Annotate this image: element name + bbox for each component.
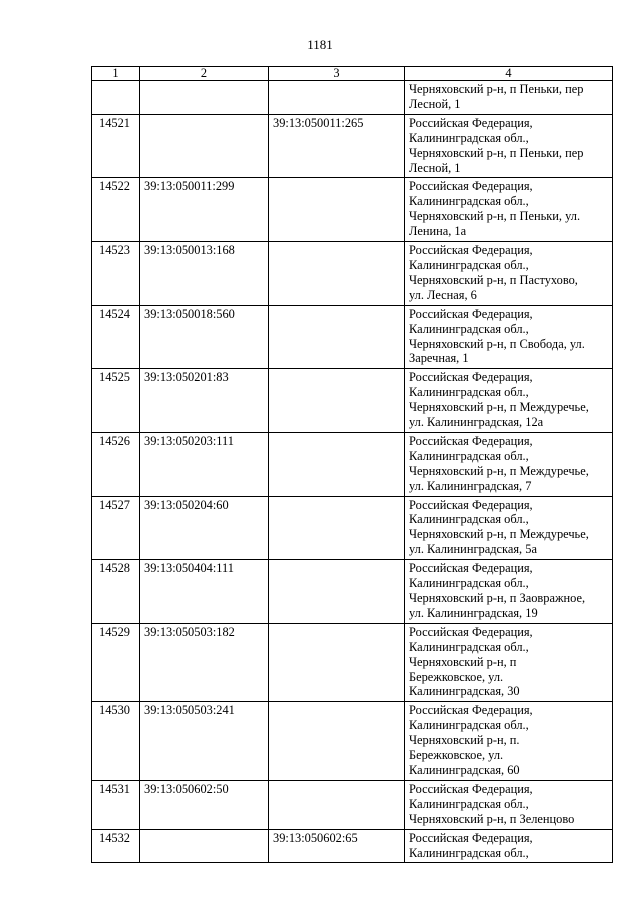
cadastral-number-col3: [269, 305, 405, 369]
column-header-2: 2: [140, 67, 269, 81]
address-cell: Российская Федерация, Калининградская обл., Черняховский р-н, п Бережковское, ул. Калининградская, 30: [405, 623, 613, 702]
cadastral-number-col3: [269, 496, 405, 560]
address-cell: Российская Федерация, Калининградская обл.,: [405, 829, 613, 863]
cadastral-number-col2: 39:13:050013:168: [140, 242, 269, 306]
table-row: [92, 178, 613, 242]
row-number: 14523: [92, 242, 140, 306]
address-cell: Российская Федерация, Калининградская обл., Черняховский р-н, п Междуречье, ул. Калининградская, 5а: [405, 496, 613, 560]
column-header-1: 1: [92, 67, 140, 81]
address-cell: Российская Федерация, Калининградская обл., Черняховский р-н, п Междуречье, ул. Калининградская, 7: [405, 432, 613, 496]
cadastral-number-col2: 39:13:050018:560: [140, 305, 269, 369]
address-cell: Черняховский р-н, п Пеньки, пер Лесной, 1: [405, 81, 613, 115]
address-cell: Российская Федерация, Калининградская обл., Черняховский р-н, п Междуречье, ул. Калининградская, 12а: [405, 369, 613, 433]
cadastral-number-col3: [269, 369, 405, 433]
cadastral-number-col2: 39:13:050011:299: [140, 178, 269, 242]
row-number: 14526: [92, 432, 140, 496]
address-cell: Российская Федерация, Калининградская обл., Черняховский р-н, п Пеньки, пер Лесной, 1: [405, 114, 613, 178]
table-row: [92, 829, 613, 863]
table-row: [92, 496, 613, 560]
cadastral-number-col3: [269, 81, 405, 115]
cadastral-number-col3: [269, 623, 405, 702]
cadastral-number-col2: 39:13:050503:182: [140, 623, 269, 702]
table-row: [92, 114, 613, 178]
table-row: [92, 560, 613, 624]
row-number: 14527: [92, 496, 140, 560]
row-number: 14524: [92, 305, 140, 369]
table-row: [92, 305, 613, 369]
cadastral-number-col2: 39:13:050203:111: [140, 432, 269, 496]
cadastral-number-col2: 39:13:050503:241: [140, 702, 269, 781]
cadastral-number-col2: [140, 829, 269, 863]
cadastral-number-col3: [269, 242, 405, 306]
row-number: 14522: [92, 178, 140, 242]
row-number: 14521: [92, 114, 140, 178]
cadastral-number-col2: [140, 114, 269, 178]
cadastral-number-col3: [269, 702, 405, 781]
cadastral-number-col3: [269, 560, 405, 624]
page-number: 1181: [307, 37, 333, 52]
cadastral-number-col3: [269, 432, 405, 496]
column-header-4: 4: [405, 67, 613, 81]
address-cell: Российская Федерация, Калининградская обл., Черняховский р-н, п Заовражное, ул. Калининградская, 19: [405, 560, 613, 624]
cadastral-number-col3: 39:13:050011:265: [269, 114, 405, 178]
table-row: [92, 780, 613, 829]
cadastral-number-col2: 39:13:050201:83: [140, 369, 269, 433]
row-number: 14528: [92, 560, 140, 624]
address-cell: Российская Федерация, Калининградская обл., Черняховский р-н, п Пеньки, ул. Ленина, 1а: [405, 178, 613, 242]
register-table: [91, 66, 613, 863]
address-cell: Российская Федерация, Калининградская обл., Черняховский р-н, п Свобода, ул. Заречная, 1: [405, 305, 613, 369]
cadastral-number-col3: [269, 780, 405, 829]
table-row: [92, 81, 613, 115]
row-number: [92, 81, 140, 115]
table-row: [92, 369, 613, 433]
cadastral-number-col2: 39:13:050602:50: [140, 780, 269, 829]
cadastral-number-col2: [140, 81, 269, 115]
address-cell: Российская Федерация, Калининградская обл., Черняховский р-н, п Зеленцово: [405, 780, 613, 829]
column-header-3: 3: [269, 67, 405, 81]
cadastral-number-col3: [269, 178, 405, 242]
table-row: [92, 242, 613, 306]
header-row: [92, 67, 613, 81]
cadastral-number-col3: 39:13:050602:65: [269, 829, 405, 863]
cadastral-number-col2: 39:13:050404:111: [140, 560, 269, 624]
address-cell: Российская Федерация, Калининградская обл., Черняховский р-н, п Пастухово, ул. Лесная, 6: [405, 242, 613, 306]
row-number: 14530: [92, 702, 140, 781]
table-row: [92, 702, 613, 781]
row-number: 14529: [92, 623, 140, 702]
row-number: 14531: [92, 780, 140, 829]
address-cell: Российская Федерация, Калининградская обл., Черняховский р-н, п. Бережковское, ул. Калининградская, 60: [405, 702, 613, 781]
row-number: 14532: [92, 829, 140, 863]
table-row: [92, 623, 613, 702]
row-number: 14525: [92, 369, 140, 433]
table-row: [92, 432, 613, 496]
cadastral-number-col2: 39:13:050204:60: [140, 496, 269, 560]
